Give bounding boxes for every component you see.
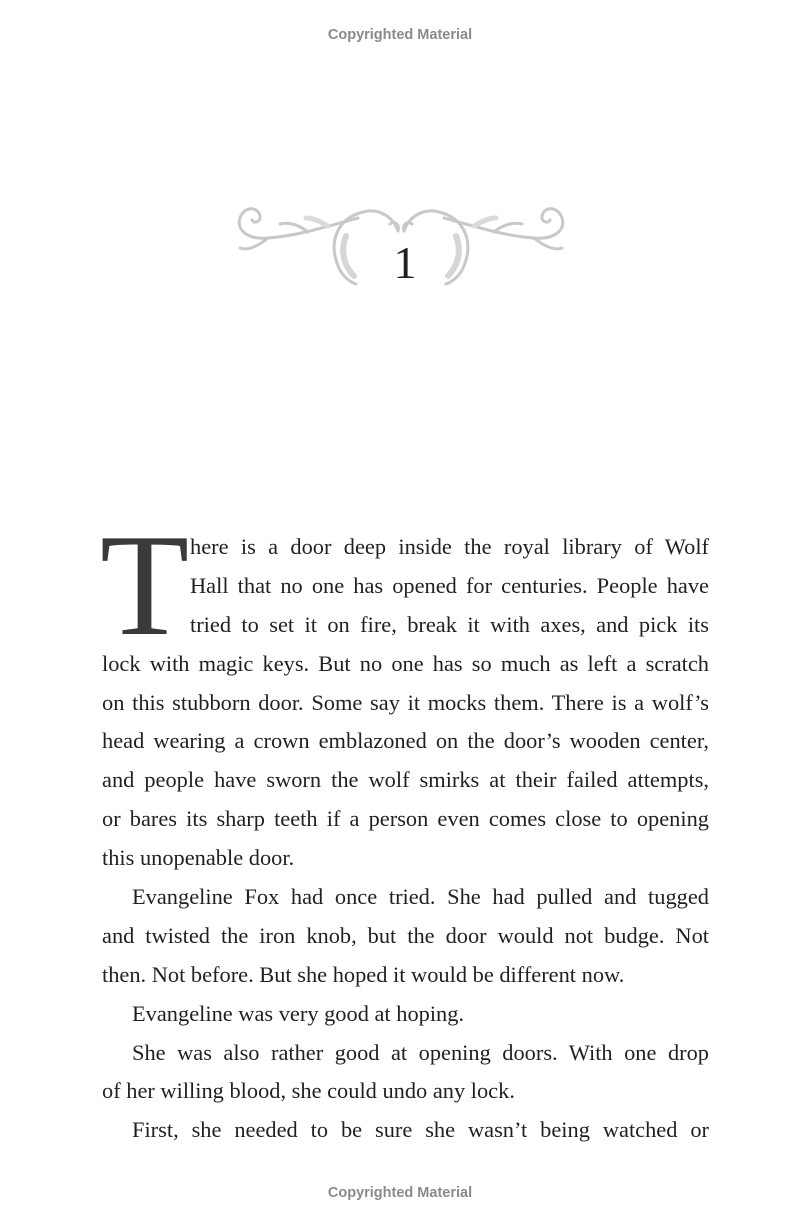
copyright-watermark-bottom: Copyrighted Material bbox=[327, 1185, 473, 1201]
text-line: of her willing blood, she could undo any lock. bbox=[102, 1078, 515, 1104]
text-line: and twisted the iron knob, but the door would not budge. Not bbox=[102, 922, 709, 948]
text-line: or bares its sharp teeth if a person even comes close to opening bbox=[102, 806, 709, 832]
drop-cap: T bbox=[100, 504, 190, 666]
text-line: First, she needed to be sure she wasn’t being watched or bbox=[132, 1117, 709, 1143]
chapter-body bbox=[102, 528, 709, 1150]
text-line: Evangeline Fox had once tried. She had pulled and tugged bbox=[132, 884, 709, 910]
text-line: tried to set it on fire, break it with axes, and pick its bbox=[190, 611, 709, 637]
chapter-number: 1 bbox=[393, 237, 417, 288]
text-line: here is a door deep inside the royal library of Wolf bbox=[190, 534, 709, 559]
text-line: this unopenable door. bbox=[102, 845, 295, 871]
text-line: Hall that no one has opened for centuries. People have bbox=[190, 572, 709, 598]
text-line: She was also rather good at opening doors. With one drop bbox=[132, 1039, 709, 1065]
text-line: then. Not before. But she hoped it would be different now. bbox=[102, 961, 625, 987]
text-line: head wearing a crown emblazoned on the door’s wooden center, bbox=[102, 728, 709, 754]
text-line: lock with magic keys. But no one has so much as left a scratch bbox=[102, 650, 709, 676]
text-line: Evangeline was very good at hoping. bbox=[132, 1000, 465, 1026]
text-line: and people have sworn the wolf smirks at their failed attempts, bbox=[102, 767, 709, 793]
text-line: on this stubborn door. Some say it mocks them. There is a wolf’s bbox=[102, 689, 709, 715]
copyright-watermark-top: Copyrighted Material bbox=[327, 27, 473, 43]
